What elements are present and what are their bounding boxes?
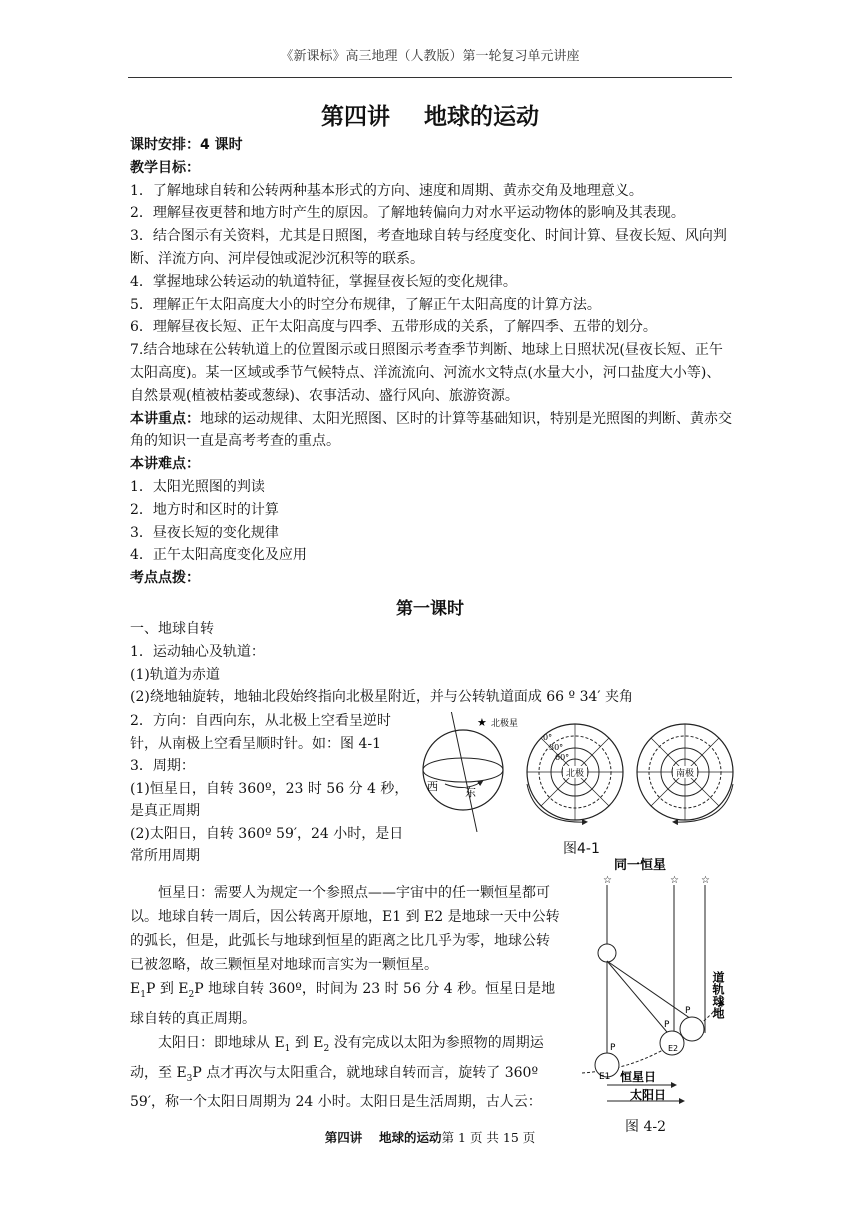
page-title <box>0 98 860 131</box>
e1-label: E1 <box>599 1072 611 1082</box>
west-label: 西 <box>427 780 438 793</box>
difficult-item: 1．太阳光照图的判读 <box>130 478 265 495</box>
objective-item: 5．理解正午太阳高度大小的时空分布规律，了解正午太阳高度的计算方法。 <box>130 296 601 313</box>
star-glyph: ★ <box>477 716 487 729</box>
schedule-value: 4 课时 <box>200 137 243 153</box>
figure-4-1-caption: 图4-1 <box>563 841 600 857</box>
paragraph-sidereal-tail: $E_1P$ 到 $E_2P$ 地球自转 360º，时间为 23 时 56 分 4 秒。恒星日是地球自转的真正周期。 <box>130 981 556 1027</box>
e2-label: E2 <box>668 1044 679 1053</box>
section-line: (1)轨道为赤道 <box>130 666 220 683</box>
objective-item: 7.结合地球在公转轨道上的位置图示或日照图示考查季节判断、地球上日照状况(昼夜长短、正午太阳高度)。某一区域或季节气候特点、洋流流向、河流水文特点(水量大小，河口盐度大小等)、自然景观(植被枯萎或葱绿)、农事活动、盛行风向、旅游资源。 <box>130 342 723 404</box>
paragraph-sidereal-text: 恒星日：需要人为规定一个参照点——宇宙中的任一颗恒星都可以。地球自转一周后，因公转离开原地，E1 到 E2 是地球一天中公转的弧长，但是，此弧长与地球到恒星的距离之比几乎为零，地球公转已被忽略，故三颗恒星对地球而言实为一颗恒星。 <box>130 885 560 973</box>
difficult-item: 3．昼夜长短的变化规律 <box>130 524 279 541</box>
east-label: 东 <box>465 786 476 799</box>
figure-4-1 <box>415 712 735 832</box>
footer-lecture: 第四讲 地球的运动 <box>324 1130 442 1145</box>
section-line: (2)绕地轴旋转，地轴北段始终指向北极星附近，并与公转轨道面成 66 º 34′ 夹角 <box>130 689 634 706</box>
lat-0-label: 0° <box>543 733 553 742</box>
objectives-label: 教学目标： <box>130 159 200 176</box>
globe-diagram <box>423 712 518 832</box>
south-pole-label: 南极 <box>676 769 695 779</box>
lat-60-label: 60° <box>555 753 570 762</box>
star-glyph-1: ☆ <box>603 875 612 886</box>
solar-text-a: 太阳日：即地球从 E <box>158 1034 285 1051</box>
p-label-3: P <box>685 1006 691 1016</box>
detail-line: (1)恒星日，自转 360º，23 时 56 分 4 秒，是真正周期 <box>130 780 409 819</box>
solar-text-d: P 点才再次与太阳重合，就地球自转而言，旋转了 360º 59′，称一个太阳日周期为 24 小时。太阳日是生活周期，古人云： <box>130 1064 542 1111</box>
objective-item: 4．掌握地球公转运动的轨道特征，掌握昼夜长短的变化规律。 <box>130 273 517 290</box>
paragraph-sidereal-tail-text: P 地球自转 360º，时间为 23 时 56 分 4 秒。恒星日是地球自转的真正周期。 <box>130 981 556 1027</box>
rotation-section <box>130 618 732 709</box>
tips-label: 考点点拨： <box>130 570 200 587</box>
detail-line: 3．周期： <box>130 758 195 774</box>
sidereal-day-label: 恒星日 <box>620 1070 657 1084</box>
key-text: 地球的运动规律、太阳光照图、区时的计算等基础知识，特别是光照图的判断、黄赤交角的知识一直是高考考查的重点。 <box>130 410 732 450</box>
figure-4-2 <box>572 853 732 1113</box>
figure-4-2-caption: 图 4-2 <box>625 1119 666 1135</box>
south-pole-view <box>637 724 733 822</box>
schedule-line <box>130 134 732 157</box>
lat-30-label: 30° <box>549 743 564 752</box>
sidereal-day-explanation <box>130 881 560 1114</box>
key-label: 本讲重点： <box>130 410 200 427</box>
difficult-label: 本讲难点： <box>130 456 200 473</box>
solar-day-label: 太阳日 <box>630 1088 667 1102</box>
section-line: 一、地球自转 <box>130 621 214 637</box>
detail-line: (2)太阳日，自转 360º 59′，24 小时，是日常所用周期 <box>130 825 404 864</box>
north-pole-label: 北极 <box>566 769 585 779</box>
key-points <box>130 408 732 454</box>
intro-section <box>130 134 732 590</box>
p-label-2: P <box>664 1020 670 1030</box>
objective-item: 2．理解昼夜更替和地方时产生的原因。了解地转偏向力对水平运动物体的影响及其表现。 <box>130 205 685 222</box>
header-rule <box>128 77 732 78</box>
footer-page-count: 第 1 页 共 15 页 <box>441 1130 536 1145</box>
schedule-label: 课时安排： <box>130 137 200 153</box>
section-line: 1．运动轴心及轨道： <box>130 643 265 660</box>
lesson-title: 第一课时 <box>396 599 464 619</box>
title-lecture-number: 第四讲 <box>321 104 390 130</box>
paragraph-solar: 太阳日：即地球从 $E_1$ 到 $E_2$ 没有完成以太阳为参照物的周期运动，至 $E_3P$ 点才再次与太阳重合，就地球自转而言，旋转了 360º 59′，称一个太阳日周期为 24 小时。太阳日是生活周期，古人云： <box>130 1034 544 1111</box>
same-star-label: 同一恒星 <box>614 858 667 873</box>
orbit-label: 道轨球地 <box>711 971 725 1019</box>
objective-item: 3．结合图示有关资料，尤其是日照图，考查地球自转与经度变化、时间计算、昼夜长短、风向判断、洋流方向、河岸侵蚀或泥沙沉积等的联系。 <box>130 228 727 267</box>
paragraph-sidereal <box>130 881 560 977</box>
rotation-details <box>130 710 410 868</box>
objective-item: 1．了解地球自转和公转两种基本形式的方向、速度和周期、黄赤交角及地理意义。 <box>130 182 643 199</box>
difficult-item: 4．正午太阳高度变化及应用 <box>130 547 307 564</box>
north-pole-view <box>527 724 623 822</box>
solar-text-c: 没有完成以太阳为参照物的周期运动，至 E <box>130 1034 544 1081</box>
title-topic: 地球的运动 <box>424 104 539 130</box>
star-glyph-2: ☆ <box>670 875 679 886</box>
page-footer <box>0 1128 860 1146</box>
detail-line: 2．方向：自西向东，从北极上空看呈逆时针，从南极上空看呈顺时针。如：图 4-1 <box>130 713 391 752</box>
star-glyph-3: ☆ <box>701 875 710 886</box>
solar-text-b: 到 E <box>290 1034 324 1051</box>
objective-item: 6．理解昼夜长短、正午太阳高度与四季、五带形成的关系，了解四季、五带的划分。 <box>130 319 657 336</box>
running-header: 《新课标》高三地理（人教版）第一轮复习单元讲座 <box>280 49 580 64</box>
polaris-label: 北极星 <box>491 719 519 729</box>
difficult-item: 2．地方时和区时的计算 <box>130 501 279 518</box>
p-label-1: P <box>610 1043 616 1053</box>
